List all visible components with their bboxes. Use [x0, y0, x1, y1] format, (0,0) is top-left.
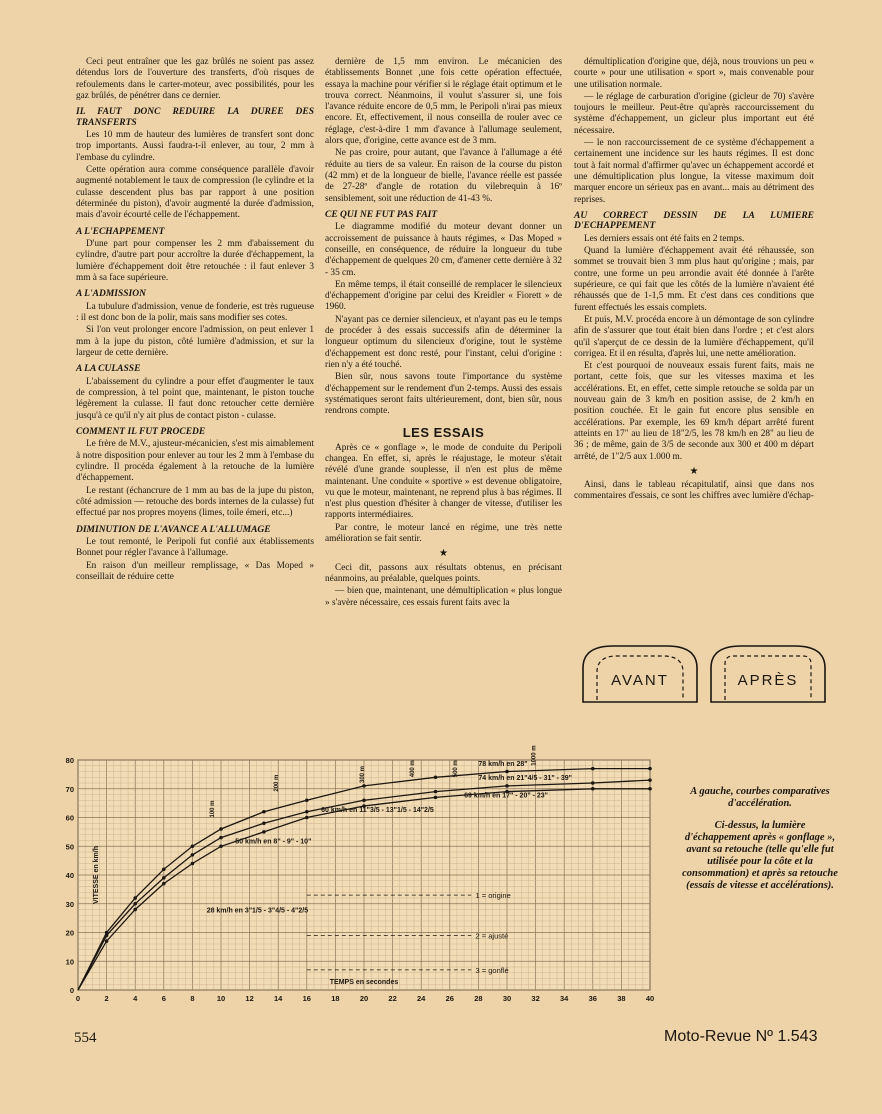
- legend-entry-1: 1 = origine: [475, 891, 511, 901]
- series-point-1: [105, 939, 109, 943]
- series-point-2: [305, 810, 309, 814]
- x-tick-label: 30: [502, 994, 512, 1003]
- x-tick-label: 26: [445, 994, 454, 1003]
- magazine-footer: Moto-Revue Nº 1.543: [664, 1028, 818, 1045]
- paragraph: Et puis, M.V. procéda encore à un démontage de son cylindre afin de s'assurer que tout était bien dans l'ordre ; et c'est alors qu'il s'aperçut de ce dessin de la lumière d'échappement, qu'il corrigea. Et il en résulta, d'après lui, une nette amélioration.: [574, 314, 814, 359]
- chart-annotation: 400 m: [410, 760, 417, 778]
- section-heading: A L'ECHAPPEMENT: [76, 226, 165, 237]
- chart-annotation: 50 km/h en 8" - 9" - 10": [235, 838, 312, 846]
- series-point-1: [219, 844, 223, 848]
- paragraph: — bien que, maintenant, une démultiplication « plus longue » s'avère nécessaire, ces essais furent faits avec la: [325, 586, 562, 608]
- series-point-2: [262, 821, 266, 825]
- figure-caption: [682, 786, 838, 902]
- column-1: [76, 57, 314, 584]
- section-heading: IL FAUT DONC REDUIRE LA DUREE DES TRANSFERTS: [76, 107, 314, 128]
- paragraph: L'abaissement du cylindre a pour effet d'augmenter le taux de compression, à tel point que, maintenant, le piston touche légèrement la culasse. Il faut donc retoucher cette dernière jusqu'à ce qu'il n'y ait plus de contact piston - culasse.: [76, 376, 314, 421]
- paragraph: Les 10 mm de hauteur des lumières de transfert sont donc trop importants. Aussi faudra-t-il enlever, au tour, 2 mm à l'embase du cylindre.: [76, 130, 314, 163]
- paragraph: — le réglage de carburation d'origine (gicleur de 70) s'avère toujours le meilleur. Peut-être qu'après raccourcissement du système d'échappement, un gicleur plus important eut été nécessaire.: [574, 91, 814, 136]
- acceleration-chart: [60, 740, 670, 1020]
- y-tick-label: 70: [65, 784, 74, 794]
- page-number: 554: [74, 1030, 97, 1046]
- section-heading: A L'ADMISSION: [76, 289, 146, 300]
- section-heading: AU CORRECT DESSIN DE LA LUMIERE D'ECHAPPEMENT: [574, 210, 814, 232]
- section-heading: COMMENT IL FUT PROCEDE: [76, 426, 206, 437]
- chart-annotation: 69 km/h en 17" - 20" - 23": [464, 792, 548, 800]
- chart-annotation: 500 m: [452, 760, 459, 778]
- chart-annotation: 200 m: [274, 774, 281, 792]
- y-tick-label: 30: [65, 899, 74, 909]
- series-point-1: [305, 816, 309, 820]
- series-point-3: [648, 767, 652, 771]
- series-point-3: [305, 798, 309, 802]
- paragraph: Le diagramme modifié du moteur devant donner un accroissement de puissance à hauts régimes, « Das Moped » conseille, en conséquence, de réduire la longueur du tube d'échappement de quelques 20 cm, d'amener cette dernière à 32 - 35 cm.: [325, 222, 562, 278]
- caption-left: A gauche, courbes comparatives d'accélération.: [690, 786, 830, 809]
- paragraph: Le tout remonté, le Peripoli fut confié aux établissements Bonnet pour régler l'avance à l'allumage.: [76, 537, 314, 559]
- paragraph: démultiplication d'origine que, déjà, nous trouvions un peu « courte » pour une utilisation « sport », mais convenable pour une utilisation normale.: [574, 57, 814, 90]
- chart-annotation: 60 km/h en 11"3/5 - 13"1/5 - 14"2/5: [321, 806, 434, 814]
- x-tick-label: 24: [417, 994, 426, 1003]
- essais-title: LES ESSAIS: [402, 425, 485, 441]
- legend-entry-2: 2 = ajusté: [475, 931, 509, 941]
- x-tick-label: 14: [274, 994, 283, 1003]
- series-point-2: [162, 876, 166, 880]
- x-tick-label: 32: [531, 994, 540, 1003]
- x-tick-label: 6: [161, 994, 166, 1003]
- series-point-2: [505, 784, 509, 788]
- series-point-1: [262, 830, 266, 834]
- series-point-2: [133, 902, 137, 906]
- y-tick-label: 50: [65, 842, 74, 852]
- series-point-3: [505, 770, 509, 774]
- series-point-3: [162, 867, 166, 871]
- x-tick-label: 2: [104, 994, 109, 1003]
- apres-label: APRÈS: [737, 672, 799, 689]
- x-tick-label: 34: [560, 994, 569, 1003]
- x-tick-label: 0: [75, 994, 81, 1003]
- section-heading: DIMINUTION DE L'AVANCE A L'ALLUMAGE: [76, 524, 271, 535]
- y-tick-label: 60: [65, 813, 74, 823]
- series-point-1: [648, 787, 652, 791]
- paragraph: Le restant (échancrure de 1 mm au bas de la jupe du piston, côté admission — retouche des bords internes de la culasse) fut effectué par nos propres moyens (limes, toile émeri, etc...): [76, 485, 314, 519]
- y-axis-label: VITESSE en km/h: [93, 846, 100, 904]
- chart-annotation: 100 m: [209, 800, 216, 818]
- x-tick-label: 12: [245, 994, 254, 1003]
- series-point-3: [591, 767, 595, 771]
- caption-above: Ci-dessus, la lumière d'échappement après « gonflage », avant sa retouche (telle qu'elle fut utilisée pour la côte et la consommation) et après sa retouche (essais de vitesse et accélérations).: [682, 820, 838, 891]
- section-heading: A LA CULASSE: [76, 364, 141, 375]
- x-tick-label: 36: [588, 994, 597, 1003]
- series-point-3: [262, 810, 266, 814]
- series-point-2: [219, 836, 223, 840]
- series-point-3: [362, 784, 366, 788]
- x-tick-label: 20: [359, 994, 369, 1003]
- paragraph: Ceci dit, passons aux résultats obtenus, en précisant néanmoins, au préalable, quelques points.: [325, 562, 562, 584]
- paragraph: Bien sûr, nous savons toute l'importance du système d'échappement sur le rendement d'un 2-temps. Aussi des essais systématiques seront faits ultérieurement, dont, bien sûr, nous rendrons compte.: [325, 372, 562, 417]
- series-point-1: [162, 882, 166, 886]
- legend-entry-3: 3 = gonflé: [475, 965, 509, 975]
- x-tick-label: 4: [133, 994, 138, 1003]
- column-3: [574, 57, 814, 504]
- paragraph: Cette opération aura comme conséquence parallèle d'avoir augmenté notablement le taux de compression (le cylindre et la culasse descendent plus bas par rapport à une position déterminée du piston), d'avoir augmenté la durée d'admission, mais d'avoir écourté celle de l'échappement.: [76, 165, 314, 221]
- paragraph: Quand la lumière d'échappement avait été réhaussée, son sommet se trouvait bien 3 mm plus haut qu'origine ; mais, par contre, une forme un peu arrondie avait été donnée à l'arête supérieure, ce qui fait que les côtés de la lumière n'avaient été réhaussés que de 1-1,5 mm. Et c'est dans ces conditions que furent effectués les essais complets.: [574, 246, 814, 313]
- series-point-3: [434, 775, 438, 779]
- x-tick-label: 16: [302, 994, 311, 1003]
- series-point-3: [219, 827, 223, 831]
- series-point-2: [191, 853, 195, 857]
- paragraph: Le frère de M.V., ajusteur-mécanicien, s'est mis aimablement à notre disposition pour enlever au tour les 2 mm à l'embase du cylindre. Il procéda également à la retouche de la lumière d'échappement.: [76, 439, 314, 484]
- series-point-3: [133, 896, 137, 900]
- paragraph: Ceci peut entraîner que les gaz brûlés ne soient pas assez détendus lors de l'ouverture des transferts, d'où risques de refoulements dans le carter-moteur, avec possibilités, pour les gaz brûlés, de pénétrer dans ce dernier.: [76, 57, 314, 101]
- series-point-1: [133, 908, 137, 912]
- avant-illustration: [577, 642, 703, 706]
- paragraph: Les derniers essais ont été faits en 2 temps.: [584, 233, 745, 244]
- paragraph: En raison d'un meilleur remplissage, « Das Moped » conseillait de réduire cette: [76, 560, 314, 582]
- paragraph: dernière de 1,5 mm environ. Le mécanicien des établissements Bonnet ,une fois cette opération effectuée, essaya la machine pour vérifier si le réglage était optimum et le trouva correct. Néanmoins, il voulut s'assurer si, une fois l'avance réduite encore de 0,5 mm, le Peripoli n'irai pas mieux encore. Et, effectivement, il nous conseilla de rouler avec ce réglage, c'est-à-dire 1 mm d'avance à l'allumage seulement, alors que, d'origine, cette avance est de 3 mm.: [325, 57, 562, 147]
- x-axis-label: TEMPS en secondes: [329, 979, 399, 986]
- paragraph: Ainsi, dans le tableau récapitulatif, ainsi que dans nos commentaires d'essais, ce sont les chiffres avec lumière d'échap-: [574, 480, 814, 502]
- paragraph: Après ce « gonflage », le mode de conduite du Peripoli changea. En effet, si, après le réajustage, le moteur s'était révélé d'une grande souplesse, il n'en est plus de même maintenant. Une conduite « sportive » est devenue obligatoire, vu que le moteur, maintenant, ne reprend plus à bas régimes. Il n'est plus question d'hésiter à changer de vitesse, d'utiliser les rapports intermédiaires.: [325, 442, 562, 521]
- x-tick-label: 10: [216, 994, 226, 1003]
- y-tick-label: 10: [65, 957, 74, 967]
- paragraph: Si l'on veut prolonger encore l'admission, on peut enlever 1 mm à la jupe du piston, côté lumière d'admission, et sur la largeur de cette dernière.: [76, 325, 314, 358]
- chart-annotation: 1000 m: [531, 745, 538, 766]
- series-point-1: [434, 796, 438, 800]
- paragraph: N'ayant pas ce dernier silencieux, et n'ayant pas eu le temps de procéder à des essais successifs afin de déterminer la longueur optimum du silencieux d'origine, tout le système d'échappement est donc resté, pour l'instant, celui d'origine : rien n'y a été touché.: [325, 314, 562, 370]
- star-separator: ★: [689, 465, 699, 477]
- chart-annotation: 300 m: [360, 765, 366, 783]
- y-tick-label: 40: [65, 871, 74, 880]
- y-tick-label: 80: [65, 756, 74, 765]
- apres-illustration: [705, 642, 831, 706]
- series-point-2: [591, 781, 595, 785]
- avant-label: AVANT: [611, 672, 669, 689]
- section-heading: CE QUI NE FUT PAS FAIT: [325, 209, 438, 220]
- x-tick-label: 40: [645, 994, 655, 1003]
- y-tick-label: 0: [69, 986, 74, 995]
- series-point-3: [191, 844, 195, 848]
- paragraph: Par contre, le moteur lancé en régime, une très nette amélioration se fait sentir.: [325, 522, 562, 545]
- x-tick-label: 18: [331, 994, 340, 1003]
- paragraph: — le non raccourcissement de ce système d'échappement a certainement une incidence sur les hauts régimes. Il est donc tout à fait normal d'affirmer qu'avec un échappement accordé et une démultiplication plus longue, la vitesse maximum doit marquer encore un sérieux pas en avant... mais au détriment des reprises.: [574, 138, 814, 205]
- series-point-1: [191, 862, 195, 866]
- series-point-2: [434, 790, 438, 794]
- paragraph: La tubulure d'admission, venue de fonderie, est très rugueuse : il est donc bon de la polir, mais sans modifier ses cotes.: [76, 301, 314, 324]
- chart-annotation: 28 km/h en 3"1/5 - 3"4/5 - 4"2/5: [206, 907, 309, 915]
- series-point-1: [591, 787, 595, 791]
- chart-annotation: 74 km/h en 21"4/5 - 31" - 39": [478, 775, 573, 783]
- paragraph: Ne pas croire, pour autant, que l'avance à l'allumage a été réduite au tiers de sa valeur. En raison de la course du piston (42 mm) et de la longueur de bielle, l'avance réelle est passée de 27-28º d'angle de rotation du vilebrequin à 16º sensiblement, soit une réduction de 41-43 %.: [325, 148, 562, 204]
- x-tick-label: 8: [190, 994, 195, 1003]
- x-tick-label: 28: [474, 994, 483, 1003]
- paragraph: D'une part pour compenser les 2 mm d'abaissement du cylindre, d'autre part pour accroître la durée d'échappement, la lumière d'échappement doit être retouchée : il faut enlever 3 mm à sa face supérieure.: [76, 239, 314, 283]
- paragraph: Et c'est pourquoi de nouveaux essais furent faits, mais ne portant, cette fois, que sur les vitesses maxima et les accélérations. Et, en effet, cette simple retouche se solda par un nouveau gain de 3 km/h en position assise, de 2 km/h en position couchée. Et le gain fut encore plus sensible en accélérations. Par exemple, les 69 km/h départ arrêté furent atteints en 17" au lieu de 18"2/5, les 78 km/h en 28" au lieu de 36 ; de même, gain de 3/5 de seconde aux 300 et 400 m départ arrêté, de 1"2/5 aux 1.000 m.: [574, 361, 814, 462]
- y-tick-label: 20: [65, 928, 74, 938]
- column-2: [325, 57, 562, 610]
- x-tick-label: 22: [388, 994, 397, 1003]
- chart-annotation: 78 km/h en 28": [478, 760, 528, 768]
- series-point-2: [648, 778, 652, 782]
- paragraph: En même temps, il était conseillé de remplacer le silencieux d'échappement d'origine par celui des Kreidler « Fiorett » de 1960.: [325, 279, 562, 313]
- series-point-3: [105, 931, 109, 935]
- x-tick-label: 38: [617, 994, 626, 1003]
- series-point-2: [362, 798, 366, 802]
- star-separator: ★: [439, 548, 448, 560]
